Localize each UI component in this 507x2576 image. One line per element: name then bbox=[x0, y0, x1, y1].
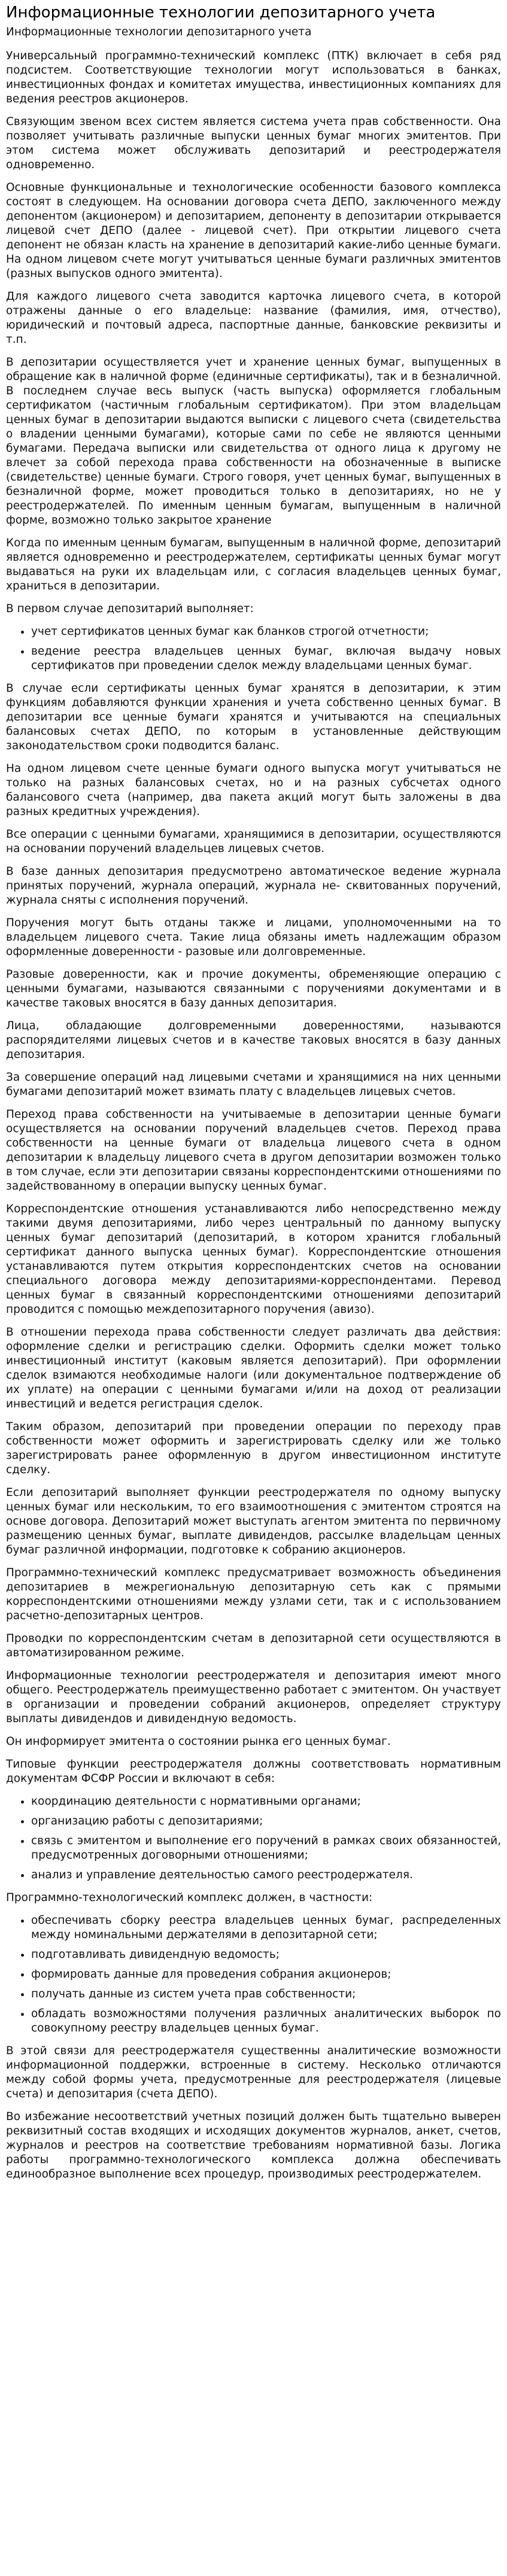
list-item: • обеспечивать сборку реестра владельцев ценных бумаг, распределенных между номинальными держателями в депозитарной сети; bbox=[31, 1914, 501, 1942]
article-body bbox=[6, 49, 501, 2182]
paragraph: Универсальный программно-технический комплекс (ПТК) включает в себя ряд подсистем. Соответствующие технологии могут использоваться в банках, инвестиционных фондах и комитетах имущества, инвестиционных компаниях для ведения реестров акционеров. bbox=[6, 50, 501, 105]
list-item: • получать данные из систем учета прав собственности; bbox=[31, 1987, 501, 2002]
paragraph: Для каждого лицевого счета заводится карточка лицевого счета, в которой отражены данные о его владельце: название (фамилия, имя, отчество), юридический и почтовый адреса, паспортные данные, банковские реквизиты и т.п. bbox=[6, 290, 501, 346]
paragraph: Разовые доверенности, как и прочие документы, обременяющие операцию с ценными бумагами, называются связанными с поручениями документами и в качестве таковых вносятся в базу данных депозитария. bbox=[6, 968, 501, 1009]
list-item: • координацию деятельности с нормативными органами; bbox=[31, 1795, 501, 1809]
list-item: • ведение реестра владельцев ценных бумаг, включая выдачу новых сертификатов при проведении сделок между владельцами ценных бумаг. bbox=[31, 644, 501, 673]
section-subtitle: Информационные технологии депозитарного учета bbox=[6, 26, 312, 38]
paragraph: За совершение операций над лицевыми счетами и хранящимися на них ценными бумагами депозитарий может взимать плату с владельцев лицевых счетов. bbox=[6, 1071, 501, 1098]
paragraph: Связующим звеном всех систем является система учета прав собственности. Она позволяет учитывать различные выпуски ценных бумаг многих эмитентов. При этом система может обслуживать депозитарий и реестродержателя одновременно. bbox=[6, 115, 501, 171]
paragraph: В базе данных депозитария предусмотрено автоматическое ведение журнала принятых поручений, журнала операций, журнала не- сквитованных поручений, журнала сняты с исполнения поручений. bbox=[6, 865, 501, 907]
paragraph: Переход права собственности на учитываемые в депозитарии ценные бумаги осуществляется на основании поручений владельцев счетов. Переход права собственности на ценные бумаги от владельца лицевого счета в одном депозитарии к владельцу лицевого счета в другом депозитарии возможен только в том случае, если эти депозитарии связаны корреспондентскими отношениями по задействованному в операции выпуску ценных бумаг. bbox=[6, 1108, 501, 1193]
page-title: Информационные технологии депозитарного учета bbox=[6, 4, 436, 22]
document-page bbox=[0, 2, 507, 2194]
paragraph: В случае если сертификаты ценных бумаг хранятся в депозитарии, к этим функциям добавляются функции хранения и учета собственно ценных бумаг. В депозитарии все ценные бумаги хранятся и учитываются на специальных балансовых счетах ДЕПО, по которым в установленные действующим законодательством сроки подводится баланс. bbox=[6, 682, 501, 752]
list-item: • учет сертификатов ценных бумаг как бланков строгой отчетности; bbox=[31, 625, 501, 639]
paragraph: В этой связи для реестродержателя существенны аналитические возможности информационной поддержки, встроенные в систему. Несколько отличаются между собой формы учета, предусмотренные для реестродержателя (лицевые счета) и депозитария (счета ДЕПО). bbox=[6, 2045, 501, 2100]
paragraph: Когда по именным ценным бумагам, выпущенным в наличной форме, депозитарий является одновременно и реестродержателем, сертификаты ценных бумаг могут выдаваться на руки их владельцам или, с согласия владельцев ценных бумаг, храниться в депозитарии. bbox=[6, 537, 501, 592]
list-item: • формировать данные для проведения собрания акционеров; bbox=[31, 1967, 501, 1982]
paragraph: Типовые функции реестродержателя должны соответствовать нормативным документам ФСФР России и включают в себя: bbox=[6, 1758, 501, 1785]
paragraph: Если депозитарий выполняет функции реестродержателя по одному выпуску ценных бумаг или нескольким, то его взаимоотношения с эмитентом строятся на основе договора. Депозитарий может выступать агентом эмитента по первичному размещению ценных бумаг, выплате дивидендов, рассылке владельцам ценных бумаг различной информации, подготовке к собранию акционеров. bbox=[6, 1486, 501, 1556]
list-item: • организацию работы с депозитариями; bbox=[31, 1814, 501, 1829]
paragraph: В депозитарии осуществляется учет и хранение ценных бумаг, выпущенных в обращение как в наличной форме (единичные сертификаты), так и в безналичной. В последнем случае весь выпуск (часть выпуска) оформляется глобальным сертификатом (частичным глобальным сертификатом). При этом владельцам ценных бумаг в депозитарии выдаются выписки с лицевого счета (свидетельства о владении ценными бумагами), которые сами по себе не являются ценными бумагами. Передача выписки или свидетельства от одного лица к другому не влечет за собой перехода права собственности на обозначенные в выписке (свидетельстве) ценные бумаги. Строго говоря, учет ценных бумаг, выпущенных в безналичной форме, может проводиться только в депозитариях, но не у реестродержателей. По именным ценным бумагам, выпущенным в наличной форме, возможно только закрытое хранение bbox=[6, 356, 501, 527]
list-item: • анализ и управление деятельностью самого реестродержателя. bbox=[31, 1868, 501, 1882]
list-item: • обладать возможностями получения различных аналитических выборок по совокупному реестру владельцев ценных бумаг. bbox=[31, 2007, 501, 2036]
bullet-list bbox=[6, 1795, 501, 1882]
paragraph: Программно-технологический комплекс должен, в частности: bbox=[6, 1891, 373, 1904]
paragraph: На одном лицевом счете ценные бумаги одного выпуска могут учитываться не только на разных балансовых счетах, но и на разных субсчетах одного балансового счета (например, два пакета акций могут быть заложены в два разных кредитных учреждения). bbox=[6, 762, 501, 818]
paragraph: Корреспондентские отношения устанавливаются либо непосредственно между такими двумя депозитариями, либо через центральный по данному выпуску ценных бумаг депозитарий (депозитарий, в котором хранится глобальный сертификат данного выпуска ценных бумаг). Корреспондентские отношения устанавливаются путем открытия корреспондентских счетов на основании специального договора между депозитариями-корреспондентами. Перевод ценных бумаг в связанный корреспондентскими отношениями депозитарий проводится с помощью междепозитарного поручения (авизо). bbox=[6, 1203, 501, 1316]
paragraph: Он информирует эмитента о состоянии рынка его ценных бумаг. bbox=[6, 1735, 391, 1748]
paragraph: В первом случае депозитарий выполняет: bbox=[6, 603, 254, 615]
paragraph: Таким образом, депозитарий при проведении операции по переходу прав собственности может оформить и зарегистрировать сделку или же только зарегистрировать ранее оформленную в другом инвестиционном институте сделку. bbox=[6, 1421, 501, 1476]
paragraph: Программно-технический комплекс предусматривает возможность объединения депозитариев в межрегиональную депозитарную сеть как с прямыми корреспондентскими отношениями между узлами сети, так и с использованием расчетно-депозитарных центров. bbox=[6, 1567, 501, 1622]
bullet-list bbox=[6, 1914, 501, 2036]
paragraph: Все операции с ценными бумагами, хранящимися в депозитарии, осуществляются на основании поручений владельцев лицевых счетов. bbox=[6, 828, 501, 855]
paragraph: Лица, обладающие долговременными доверенностями, называются распорядителями лицевых счетов и в качестве таковых вносятся в базу данных депозитария. bbox=[6, 1020, 501, 1061]
list-item: • подготавливать дивидендную ведомость; bbox=[31, 1948, 501, 1962]
paragraph: В отношении перехода права собственности следует различать два действия: оформление сделки и регистрацию сделки. Оформить сделки может только инвестиционный институт (каковым является депозитарий). При оформлении сделок взимаются необходимые налоги (или документальное подтверждение об их уплате) на операции с ценными бумагами и/или на доход от реализации инвестиций и ведется регистрация сделок. bbox=[6, 1326, 501, 1410]
paragraph: Во избежание несоответствий учетных позиций должен быть тщательно выверен реквизитный состав входящих и исходящих документов журналов, анкет, счетов, журналов и реестров на соответствие требованиям нормативной базы. Логика работы программно-технологического комплекса должна обеспечивать единообразное выполнение всех процедур, производимых реестродержателем. bbox=[6, 2110, 501, 2180]
paragraph: Информационные технологии реестродержателя и депозитария имеют много общего. Реестродержатель преимущественно работает с эмитентом. Он участвует в организации и проведении собраний акционеров, определяет структуру выплаты дивидендов и дивидендную ведомость. bbox=[6, 1669, 501, 1725]
paragraph: Проводки по корреспондентским счетам в депозитарной сети осуществляются в автоматизированном режиме. bbox=[6, 1632, 501, 1659]
bullet-list bbox=[6, 625, 501, 673]
list-item: • связь с эмитентом и выполнение его поручений в рамках своих обязанностей, предусмотренных договорными отношениями; bbox=[31, 1834, 501, 1863]
paragraph: Основные функциональные и технологические особенности базового комплекса состоят в следующем. На основании договора счета ДЕПО, заключенного между депонентом (акционером) и депозитарием, депоненту в депозитарии открывается лицевой счет ДЕПО (далее - лицевой счет). При открытии лицевого счета депонент не обязан класть на хранение в депозитарий какие-либо ценные бумаги. На одном лицевом счете могут учитываться ценные бумаги различных эмитентов (разных выпусков одного эмитента). bbox=[6, 181, 501, 280]
paragraph: Поручения могут быть отданы также и лицами, уполномоченными на то владельцем лицевого счета. Такие лица обязаны иметь надлежащим образом оформленные доверенности - разовые или долговременные. bbox=[6, 917, 501, 958]
